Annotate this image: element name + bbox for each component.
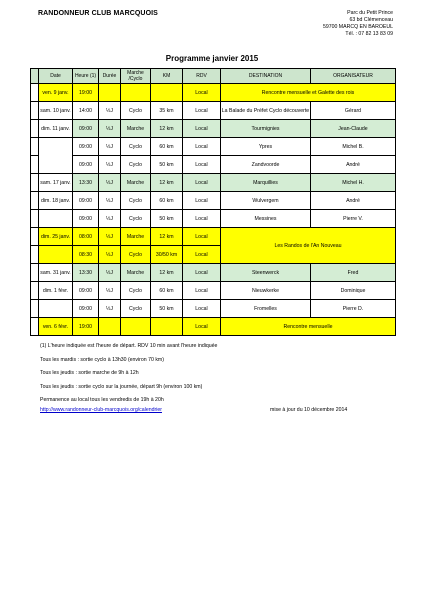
schedule-table	[30, 68, 396, 336]
table-row	[31, 300, 396, 318]
destination-cell: La Balade du Préfet Cyclo découverte	[221, 102, 311, 120]
time-cell: 19:00	[73, 84, 99, 102]
address-line: Tél. : 07 82 13 83 09	[345, 31, 393, 37]
rdv-cell: Local	[183, 246, 221, 264]
destination-cell: Steenwerck	[221, 264, 311, 282]
row-marker	[31, 102, 39, 120]
date-cell: sam. 10 janv.	[39, 102, 73, 120]
type-cell: Marche	[121, 228, 151, 246]
table-row	[31, 156, 396, 174]
row-marker	[31, 84, 39, 102]
note-line: (1) L'heure indiquée est l'heure de départ. RDV 10 min avant l'heure indiquée	[40, 343, 218, 349]
table-row	[31, 264, 396, 282]
rdv-cell: Local	[183, 192, 221, 210]
notes	[40, 340, 217, 408]
rdv-cell: Local	[183, 102, 221, 120]
table-row	[31, 210, 396, 228]
duration-cell: ½J	[99, 246, 121, 264]
km-cell	[151, 318, 183, 336]
col-header-km: KM	[151, 69, 183, 84]
date-cell: dim. 11 janv.	[39, 120, 73, 138]
row-marker	[31, 174, 39, 192]
row-marker	[31, 264, 39, 282]
time-cell: 09:00	[73, 192, 99, 210]
date-cell: ven. 6 févr.	[39, 318, 73, 336]
organizer-cell: Michel B.	[311, 138, 396, 156]
col-header-organisateur: ORGANISATEUR	[311, 69, 396, 84]
table-row	[31, 84, 396, 102]
destination-cell: Fromelles	[221, 300, 311, 318]
table-row	[31, 318, 396, 336]
organizer-cell: Pierre D.	[311, 300, 396, 318]
col-header-blank	[31, 69, 39, 84]
address-line: Parc du Petit Prince	[347, 10, 393, 16]
duration-cell: ½J	[99, 174, 121, 192]
duration-cell: ½J	[99, 102, 121, 120]
time-cell: 09:00	[73, 138, 99, 156]
address-line: 63 bd Clémenceau	[349, 17, 393, 23]
col-header-rdv: RDV	[183, 69, 221, 84]
row-marker	[31, 318, 39, 336]
duration-cell: ½J	[99, 282, 121, 300]
km-cell: 50 km	[151, 210, 183, 228]
time-cell: 19:00	[73, 318, 99, 336]
date-cell: dim. 1 févr.	[39, 282, 73, 300]
time-cell: 13:30	[73, 264, 99, 282]
rdv-cell: Local	[183, 228, 221, 246]
rdv-cell: Local	[183, 156, 221, 174]
time-cell: 14:00	[73, 102, 99, 120]
type-cell	[121, 318, 151, 336]
rdv-cell: Local	[183, 174, 221, 192]
km-cell: 12 km	[151, 264, 183, 282]
row-marker	[31, 156, 39, 174]
table-row	[31, 138, 396, 156]
date-cell	[39, 210, 73, 228]
organizer-cell: Gérard	[311, 102, 396, 120]
type-cell: Cyclo	[121, 246, 151, 264]
col-header-heure: Heure (1)	[73, 69, 99, 84]
table-row	[31, 192, 396, 210]
destination-cell: Marquillies	[221, 174, 311, 192]
organizer-cell: André	[311, 156, 396, 174]
rdv-cell: Local	[183, 264, 221, 282]
time-cell: 09:00	[73, 156, 99, 174]
calendar-link[interactable]: http://www.randonneur-club-marcquois.org/calendrier	[40, 407, 162, 413]
note-line: Tous les mardis : sortie cyclo à 13h30 (environ 70 km)	[40, 356, 164, 363]
note-line: Tous les jeudis : sortie cyclo sur la journée, départ 9h (environ 100 km)	[40, 383, 203, 390]
type-cell: Cyclo	[121, 210, 151, 228]
time-cell: 09:00	[73, 300, 99, 318]
date-cell: dim. 25 janv.	[39, 228, 73, 246]
km-cell: 60 km	[151, 282, 183, 300]
destination-cell: Nieuwkerke	[221, 282, 311, 300]
table-row	[31, 120, 396, 138]
type-cell: Cyclo	[121, 156, 151, 174]
time-cell: 09:00	[73, 120, 99, 138]
time-cell: 09:00	[73, 282, 99, 300]
rdv-cell: Local	[183, 120, 221, 138]
km-cell: 35 km	[151, 102, 183, 120]
row-marker	[31, 246, 39, 264]
type-cell: Cyclo	[121, 192, 151, 210]
destination-cell: Ypres	[221, 138, 311, 156]
type-cell: Marche	[121, 264, 151, 282]
event-destination: Les Randos de l'An Nouveau	[221, 228, 396, 264]
table-row	[31, 228, 396, 246]
organizer-cell: Michel H.	[311, 174, 396, 192]
type-cell: Cyclo	[121, 102, 151, 120]
row-marker	[31, 138, 39, 156]
row-marker	[31, 210, 39, 228]
col-header-date: Date	[39, 69, 73, 84]
rdv-cell: Local	[183, 138, 221, 156]
rdv-cell: Local	[183, 318, 221, 336]
km-cell: 30/50 km	[151, 246, 183, 264]
note-line: Permanence au local tous les vendredis de 19h à 20h	[40, 397, 164, 403]
duration-cell: ½J	[99, 228, 121, 246]
km-cell: 50 km	[151, 300, 183, 318]
rdv-cell: Local	[183, 300, 221, 318]
destination-cell: Wulvergem	[221, 192, 311, 210]
duration-cell: ½J	[99, 120, 121, 138]
organizer-cell: Fred	[311, 264, 396, 282]
row-marker	[31, 228, 39, 246]
row-marker	[31, 300, 39, 318]
duration-cell	[99, 84, 121, 102]
club-name: RANDONNEUR CLUB MARCQUOIS	[38, 10, 158, 17]
date-cell	[39, 300, 73, 318]
time-cell: 13:30	[73, 174, 99, 192]
km-cell	[151, 84, 183, 102]
date-cell: dim. 18 janv.	[39, 192, 73, 210]
km-cell: 60 km	[151, 138, 183, 156]
row-marker	[31, 282, 39, 300]
duration-cell: ½J	[99, 156, 121, 174]
table-row	[31, 102, 396, 120]
organizer-cell: André	[311, 192, 396, 210]
type-cell: Marche	[121, 120, 151, 138]
time-cell: 08:00	[73, 228, 99, 246]
date-cell: sam. 31 janv.	[39, 264, 73, 282]
table-row	[31, 174, 396, 192]
km-cell: 50 km	[151, 156, 183, 174]
col-header-duree: Durée	[99, 69, 121, 84]
organizer-cell: Jean-Claude	[311, 120, 396, 138]
type-cell: Marche	[121, 174, 151, 192]
rdv-cell: Local	[183, 282, 221, 300]
date-cell	[39, 138, 73, 156]
duration-cell	[99, 318, 121, 336]
note-line: Tous les jeudis : sortie marche de 9h à 12h	[40, 370, 139, 376]
destination-cell: Zandvoorde	[221, 156, 311, 174]
type-cell	[121, 84, 151, 102]
address-line: 59700 MARCQ EN BAROEUL	[322, 24, 393, 30]
rdv-cell: Local	[183, 84, 221, 102]
km-cell: 12 km	[151, 120, 183, 138]
destination-cell: Messines	[221, 210, 311, 228]
type-cell: Cyclo	[121, 300, 151, 318]
time-cell: 08:30	[73, 246, 99, 264]
date-cell	[39, 156, 73, 174]
duration-cell: ½J	[99, 210, 121, 228]
date-cell: sam. 17 janv.	[39, 174, 73, 192]
program-title: Programme janvier 2015	[165, 54, 259, 63]
table-header-row	[31, 69, 396, 84]
row-marker	[31, 192, 39, 210]
destination-cell: Tourmignies	[221, 120, 311, 138]
club-address	[323, 10, 393, 38]
event-destination: Rencontre mensuelle	[221, 318, 396, 336]
type-cell: Cyclo	[121, 282, 151, 300]
date-cell	[39, 246, 73, 264]
type-cell: Cyclo	[121, 138, 151, 156]
km-cell: 12 km	[151, 228, 183, 246]
event-destination: Rencontre mensuelle et Galette des rois	[221, 84, 396, 102]
time-cell: 09:00	[73, 210, 99, 228]
duration-cell: ½J	[99, 264, 121, 282]
duration-cell: ½J	[99, 300, 121, 318]
duration-cell: ½J	[99, 138, 121, 156]
organizer-cell: Pierre V.	[311, 210, 396, 228]
row-marker	[31, 120, 39, 138]
rdv-cell: Local	[183, 210, 221, 228]
col-header-destination: DESTINATION	[221, 69, 311, 84]
date-cell: ven. 9 janv.	[39, 84, 73, 102]
km-cell: 60 km	[151, 192, 183, 210]
organizer-cell: Dominique	[311, 282, 396, 300]
col-header-type: Marche /Cyclo	[121, 69, 151, 84]
duration-cell: ½J	[99, 192, 121, 210]
table-row	[31, 282, 396, 300]
km-cell: 12 km	[151, 174, 183, 192]
update-date: mise à jour du 10 décembre 2014	[270, 407, 348, 413]
